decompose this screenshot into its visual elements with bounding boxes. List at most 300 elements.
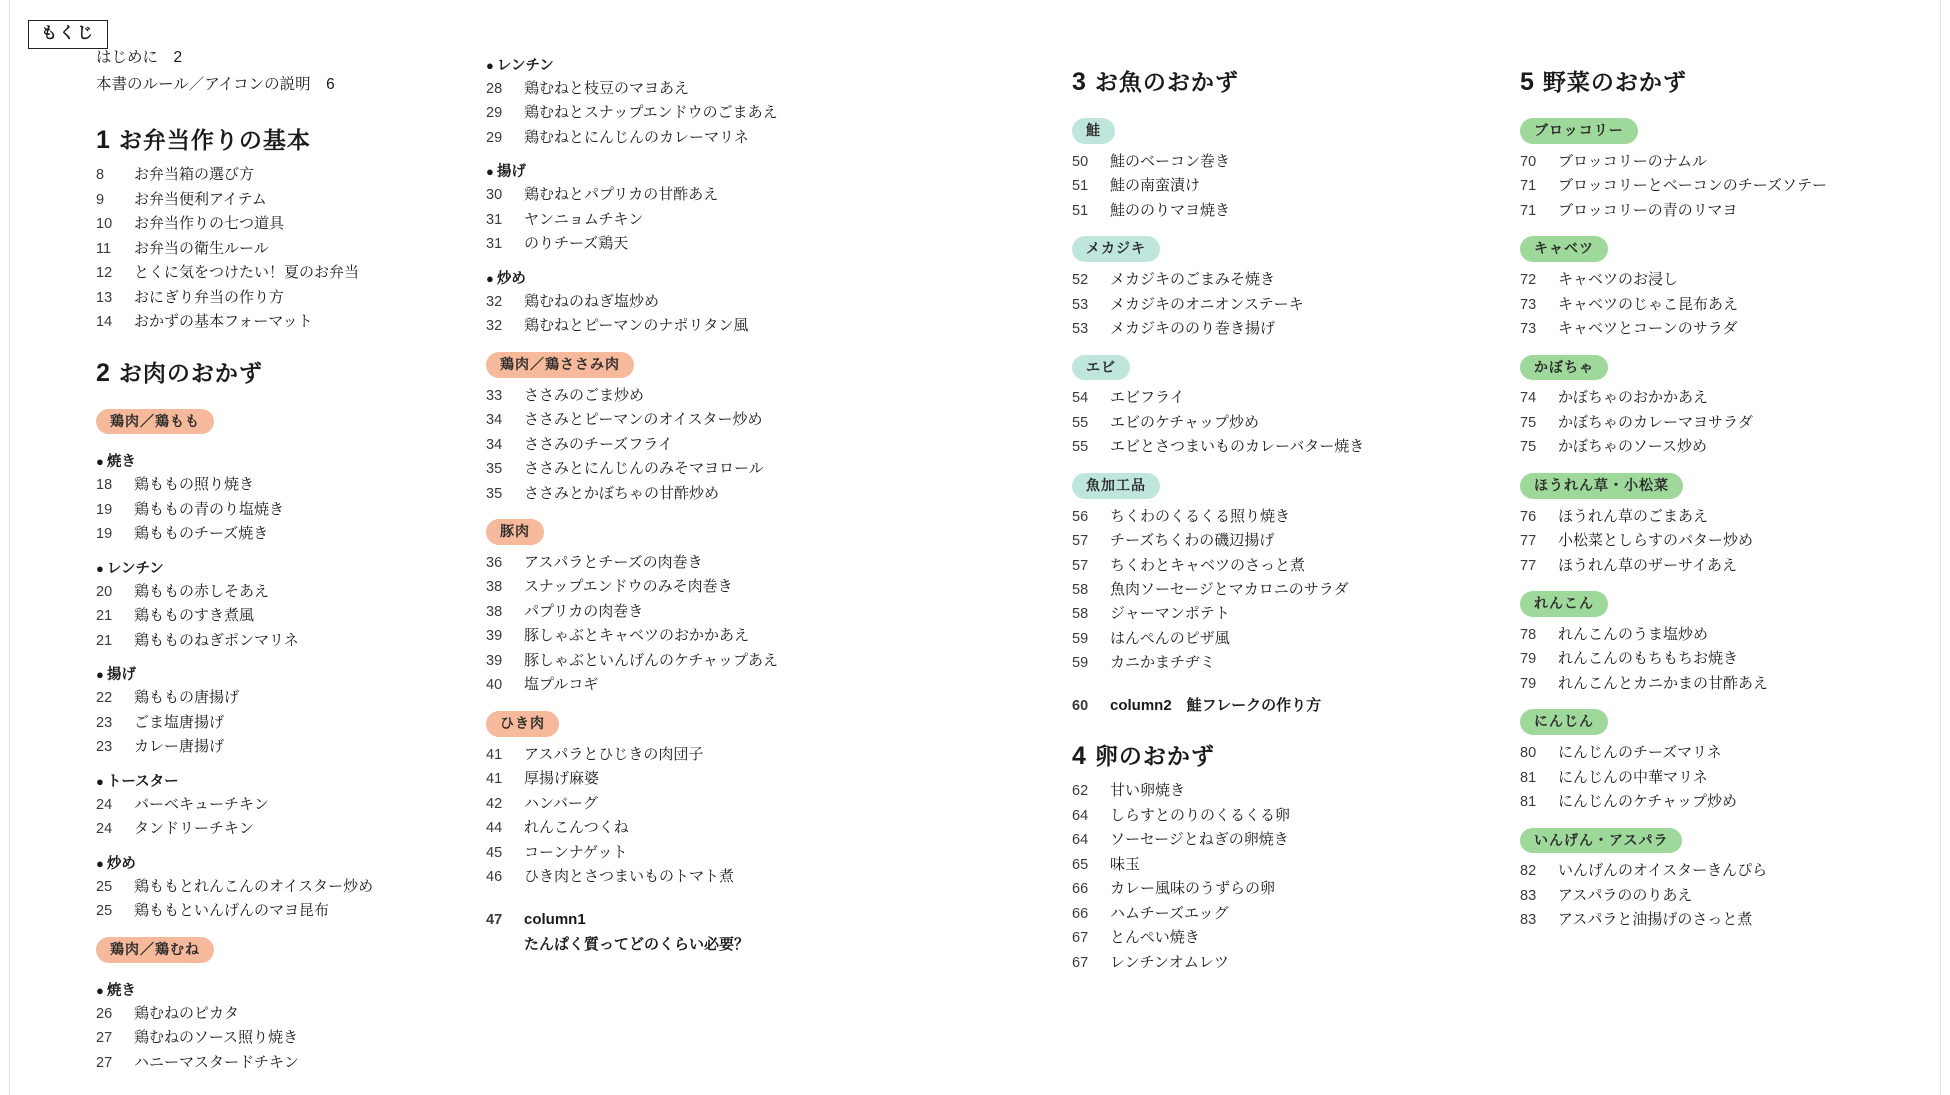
toc-entry-page: 76	[1520, 508, 1537, 525]
toc-entry-title: 豚しゃぶとキャベツのおかかあえ	[524, 627, 750, 645]
bullet-icon: ●	[486, 270, 494, 286]
toc-entry-title: コーンナゲット	[524, 843, 628, 861]
chapter-number: 4	[1072, 742, 1086, 771]
toc-entry-title: ほうれん草のごまあえ	[1558, 507, 1709, 525]
toc-entry-title: ヤンニョムチキン	[524, 210, 644, 228]
method-subheading	[486, 267, 876, 288]
chapter-heading	[96, 128, 466, 153]
toc-entry[interactable]	[96, 310, 466, 334]
toc-entry[interactable]	[1520, 790, 1940, 814]
toc-entry-title: アスパラののりあえ	[1558, 886, 1693, 904]
toc-entry-page: 38	[486, 603, 503, 620]
toc-entry-page: 77	[1520, 533, 1537, 550]
toc-entry[interactable]	[1072, 779, 1472, 803]
toc-entry[interactable]	[1072, 554, 1472, 578]
toc-entry-title: にんじんのチーズマリネ	[1558, 744, 1722, 762]
toc-entry-page: 74	[1520, 390, 1537, 407]
toc-entry[interactable]	[1520, 623, 1940, 647]
method-subheading-label: 焼き	[106, 454, 136, 471]
category-tag-row	[1520, 342, 1940, 387]
toc-entry[interactable]	[96, 817, 466, 841]
front-matter-line: はじめに 2	[96, 49, 183, 66]
toc-entry[interactable]	[96, 522, 466, 546]
toc-entry[interactable]	[1520, 672, 1940, 696]
toc-entry[interactable]	[96, 212, 466, 236]
toc-entry-page: 58	[1072, 582, 1089, 598]
category-tag: ブロッコリー	[1520, 118, 1638, 144]
toc-entry-page: 36	[486, 554, 503, 571]
method-subheading-label: 揚げ	[106, 667, 136, 684]
toc-entry-page: 25	[96, 903, 113, 920]
category-tag-row	[1520, 696, 1940, 741]
toc-entry-title: とんぺい焼き	[1110, 929, 1200, 947]
toc-entry-title: かぼちゃのおかかあえ	[1558, 389, 1709, 407]
bullet-icon: ●	[486, 164, 494, 180]
toc-entry-page: 58	[1072, 606, 1089, 623]
toc-entry[interactable]	[1072, 627, 1472, 651]
toc-entry-title: パプリカの肉巻き	[524, 602, 644, 620]
toc-entry-title: ジャーマンポテト	[1110, 605, 1230, 623]
toc-entry[interactable]	[96, 188, 466, 212]
toc-entry-title: ごま塩唐揚げ	[134, 713, 225, 731]
toc-entry[interactable]	[1520, 435, 1940, 459]
toc-entry[interactable]	[486, 482, 876, 506]
toc-entry[interactable]	[96, 604, 466, 628]
toc-entry-list	[1520, 150, 1940, 223]
toc-entry-page: 50	[1072, 153, 1089, 170]
category-tag: エビ	[1072, 355, 1130, 381]
toc-entry-page: 55	[1072, 439, 1089, 456]
toc-entry-title: 鮭の南蛮漬け	[1110, 177, 1201, 195]
toc-entry[interactable]	[1072, 529, 1472, 553]
toc-entry-page: 39	[486, 628, 503, 645]
toc-entry[interactable]	[1072, 828, 1472, 852]
category-tag: ほうれん草・小松菜	[1520, 473, 1683, 499]
toc-entry-title: カレー唐揚げ	[134, 738, 225, 756]
toc-entry[interactable]	[1520, 554, 1940, 578]
toc-entry-page: 31	[486, 236, 503, 253]
bullet-icon: ●	[96, 560, 104, 576]
toc-entry-list	[486, 551, 876, 698]
toc-entry[interactable]	[1072, 902, 1472, 926]
toc-entry-title: エビとさつまいものカレーバター焼き	[1110, 438, 1365, 456]
toc-entry-title: タンドリーチキン	[134, 820, 254, 838]
toc-entry-page: 59	[1072, 655, 1089, 672]
toc-entry-title: にんじんの中華マリネ	[1558, 768, 1708, 786]
toc-entry[interactable]	[96, 899, 466, 923]
toc-entry-page: 51	[1072, 178, 1089, 195]
toc-entry-title: アスパラと油揚げのさっと煮	[1558, 911, 1753, 929]
toc-entry[interactable]	[1072, 150, 1472, 174]
chapter-number: 1	[96, 126, 110, 155]
toc-entry-page: 21	[96, 632, 113, 649]
toc-entry[interactable]	[96, 735, 466, 759]
toc-entry[interactable]	[1072, 435, 1472, 459]
toc-entry-page: 19	[96, 501, 113, 518]
toc-entry[interactable]	[96, 580, 466, 604]
toc-entry-title: かぼちゃのカレーマヨサラダ	[1558, 413, 1753, 431]
bullet-icon: ●	[96, 855, 104, 871]
toc-entry-list	[486, 77, 876, 150]
category-tag: メカジキ	[1072, 236, 1160, 262]
toc-entry-page: 73	[1520, 321, 1537, 338]
toc-entry-title: メカジキののり巻き揚げ	[1110, 320, 1276, 338]
toc-entry-title: 鶏むねとピーマンのナポリタン風	[524, 317, 749, 335]
category-tag: 豚肉	[486, 519, 544, 545]
toc-entry-page: 79	[1520, 675, 1537, 692]
toc-entry[interactable]	[96, 261, 466, 285]
toc-entry-page: 21	[96, 608, 113, 625]
toc-entry[interactable]	[1072, 804, 1472, 828]
method-subheading	[96, 450, 466, 471]
toc-entry-page: 62	[1072, 783, 1089, 800]
column-note[interactable]	[486, 908, 876, 958]
toc-entry-page: 67	[1072, 954, 1089, 971]
toc-entry-page: 35	[486, 485, 503, 502]
toc-entry[interactable]	[486, 649, 876, 673]
toc-entry[interactable]	[1072, 602, 1472, 626]
category-tag: キャベツ	[1520, 236, 1608, 262]
toc-entry-list	[96, 580, 466, 653]
toc-entry[interactable]	[1520, 908, 1940, 932]
toc-entry[interactable]	[96, 1002, 466, 1026]
toc-entry[interactable]	[96, 237, 466, 261]
toc-entry-title: れんこんのうま塩炒め	[1558, 625, 1709, 643]
toc-entry-page: 33	[486, 387, 503, 404]
toc-entry[interactable]	[96, 163, 466, 187]
category-tag-row	[486, 506, 876, 551]
toc-entry-page: 9	[96, 191, 105, 208]
toc-entry-title: 鶏むねとスナップエンドウのごまあえ	[524, 104, 778, 122]
toc-entry-title: 鶏ももとれんこんのオイスター炒め	[134, 877, 374, 895]
column-note-page: 60	[1072, 697, 1089, 714]
toc-entry[interactable]	[1520, 859, 1940, 883]
toc-entry-page: 73	[1520, 296, 1537, 313]
toc-entry-page: 29	[486, 105, 503, 122]
toc-column-2	[486, 44, 876, 957]
toc-entry[interactable]	[96, 286, 466, 310]
toc-entry[interactable]	[486, 624, 876, 648]
column-note-row	[486, 908, 876, 932]
toc-entry-list	[1072, 268, 1472, 341]
page-edge-right	[1940, 0, 1941, 1095]
chapter-title: 卵のおかず	[1094, 743, 1215, 770]
toc-entry-page: 13	[96, 289, 113, 306]
toc-entry[interactable]	[1520, 317, 1940, 341]
toc-entry-title: アスパラとひじきの肉団子	[524, 745, 704, 763]
method-subheading	[96, 557, 466, 578]
toc-entry[interactable]	[1072, 174, 1472, 198]
toc-entry-page: 64	[1072, 832, 1089, 849]
toc-entry[interactable]	[1520, 647, 1940, 671]
toc-entry-title: 魚肉ソーセージとマカロニのサラダ	[1110, 581, 1349, 598]
toc-entry-list	[1520, 741, 1940, 814]
toc-entry-page: 32	[486, 293, 503, 310]
toc-entry[interactable]	[1520, 884, 1940, 908]
toc-entry-title: 鶏もものチーズ焼き	[134, 525, 269, 543]
toc-entry-list	[486, 743, 876, 890]
toc-entry-title: とくに気をつけたい！夏のお弁当	[134, 264, 360, 282]
toc-entry-title: お弁当作りの七つ道具	[134, 215, 285, 233]
toc-entry[interactable]	[486, 841, 876, 865]
toc-entry-page: 29	[486, 129, 503, 146]
toc-entry[interactable]	[1072, 926, 1472, 950]
toc-entry[interactable]	[486, 673, 876, 697]
toc-entry[interactable]	[1072, 411, 1472, 435]
toc-entry-page: 57	[1072, 533, 1089, 550]
toc-entry[interactable]	[1072, 951, 1472, 975]
column-note-row	[1072, 694, 1472, 718]
method-subheading	[96, 979, 466, 1000]
front-matter	[96, 44, 466, 98]
category-tag-row	[1520, 105, 1940, 150]
toc-entry-page: 46	[486, 869, 503, 886]
toc-entry-page: 32	[486, 318, 503, 335]
category-tag-row	[1520, 460, 1940, 505]
toc-entry-title: キャベツのじゃこ昆布あえ	[1558, 295, 1739, 313]
chapter-heading	[1072, 744, 1472, 769]
toc-entry-title: 豚しゃぶといんげんのケチャップあえ	[524, 651, 778, 669]
toc-entry-page: 72	[1520, 272, 1537, 289]
category-tag: にんじん	[1520, 709, 1608, 735]
chapter-number: 5	[1520, 68, 1534, 96]
toc-entry[interactable]	[486, 314, 876, 338]
toc-entry-title: ささみとかぼちゃの甘酢炒め	[524, 484, 720, 502]
toc-entry[interactable]	[1072, 578, 1472, 602]
toc-entry[interactable]	[486, 101, 876, 125]
toc-entry-title: 鶏むねとにんじんのカレーマリネ	[524, 128, 749, 146]
toc-entry-title: れんこんつくね	[524, 819, 629, 837]
toc-entry-page: 79	[1520, 651, 1537, 668]
toc-entry-title: 鶏むねのピカタ	[134, 1004, 240, 1022]
toc-entry-page: 41	[486, 746, 503, 763]
toc-entry-title: 小松菜としらすのバター炒め	[1558, 532, 1754, 550]
toc-entry[interactable]	[1072, 293, 1472, 317]
category-tag-row	[1520, 815, 1940, 860]
toc-entry-list	[96, 163, 466, 334]
toc-entry-title: ハニーマスタードチキン	[134, 1053, 299, 1071]
toc-entry[interactable]	[1520, 529, 1940, 553]
toc-entry-title: カレー風味のうずらの卵	[1110, 880, 1276, 898]
toc-entry-page: 23	[96, 739, 113, 756]
toc-entry-page: 53	[1072, 321, 1089, 338]
toc-column-4-body	[1520, 70, 1940, 933]
column-note-page: 47	[486, 911, 503, 928]
column-note-title: column1	[524, 910, 586, 928]
toc-entry[interactable]	[96, 686, 466, 710]
toc-entry-title: レンチンオムレツ	[1110, 953, 1229, 971]
toc-entry[interactable]	[486, 457, 876, 481]
toc-entry-list	[1520, 505, 1940, 578]
method-subheading	[96, 852, 466, 873]
category-tag: かぼちゃ	[1520, 355, 1608, 381]
toc-entry[interactable]	[486, 575, 876, 599]
toc-entry[interactable]	[96, 793, 466, 817]
toc-entry[interactable]	[1520, 411, 1940, 435]
category-tag: れんこん	[1520, 591, 1608, 617]
toc-entry-title: アスパラとチーズの肉巻き	[524, 553, 703, 571]
toc-entry[interactable]	[96, 875, 466, 899]
toc-entry[interactable]	[486, 767, 876, 791]
toc-entry[interactable]	[1072, 199, 1472, 223]
toc-entry-page: 14	[96, 314, 113, 331]
chapter-heading	[1072, 70, 1472, 95]
toc-entry-title: 鶏ももの唐揚げ	[134, 689, 240, 707]
toc-entry[interactable]	[486, 743, 876, 767]
toc-entry-list	[96, 686, 466, 759]
toc-entry-title: れんこんのもちもちお焼き	[1558, 650, 1739, 668]
toc-entry[interactable]	[486, 77, 876, 101]
bullet-icon: ●	[96, 773, 104, 789]
toc-entry-page: 8	[96, 167, 105, 184]
toc-entry-title: 鮭ののりマヨ焼き	[1110, 201, 1231, 219]
toc-entry-page: 67	[1072, 930, 1089, 947]
chapter-title: 野菜のおかず	[1542, 69, 1687, 95]
toc-entry-page: 27	[96, 1054, 113, 1071]
toc-entry-title: 味玉	[1110, 855, 1141, 873]
toc-entry-title: ささみのチーズフライ	[524, 435, 673, 453]
toc-entry[interactable]	[96, 1026, 466, 1050]
toc-entry-page: 71	[1520, 178, 1537, 195]
toc-entry-title: ちくわとキャベツのさっと煮	[1110, 556, 1306, 574]
toc-entry-title: お弁当便利アイテム	[134, 190, 267, 208]
toc-entry-title: ほうれん草のザーサイあえ	[1558, 556, 1737, 574]
category-tag: 鶏肉／鶏ささみ肉	[486, 352, 634, 378]
toc-entry-title: キャベツのお浸し	[1558, 271, 1679, 289]
toc-entry[interactable]	[96, 473, 466, 497]
toc-entry-page: 55	[1072, 414, 1089, 431]
toc-entry-page: 53	[1072, 296, 1089, 313]
method-subheading-label: 炒め	[496, 270, 526, 287]
toc-entry-page: 44	[486, 820, 503, 837]
toc-entry-title: 甘い卵焼き	[1110, 782, 1186, 800]
toc-entry-list	[1072, 386, 1472, 459]
toc-entry-page: 81	[1520, 794, 1537, 811]
toc-entry[interactable]	[486, 792, 876, 816]
chapter-heading	[1520, 70, 1940, 95]
toc-entry[interactable]	[1520, 268, 1940, 292]
toc-column-2-body	[486, 54, 876, 957]
toc-entry[interactable]	[1072, 386, 1472, 410]
toc-entry[interactable]	[486, 384, 876, 408]
toc-entry[interactable]	[1520, 766, 1940, 790]
toc-entry-title: おかずの基本フォーマット	[134, 313, 313, 331]
toc-entry-page: 83	[1520, 912, 1537, 929]
toc-entry[interactable]	[1520, 741, 1940, 765]
method-subheading-label: 揚げ	[496, 164, 526, 181]
toc-entry-title: れんこんとカニかまの甘酢あえ	[1558, 674, 1769, 692]
toc-entry[interactable]	[486, 865, 876, 889]
method-subheading	[486, 54, 876, 75]
toc-entry[interactable]	[1072, 877, 1472, 901]
toc-entry-page: 41	[486, 771, 503, 788]
column-note-subtitle: たんぱく質ってどのくらい必要？	[524, 935, 750, 953]
toc-entry[interactable]	[1520, 505, 1940, 529]
toc-entry-page: 26	[96, 1005, 113, 1022]
toc-entry-page: 59	[1072, 630, 1089, 647]
toc-entry[interactable]	[486, 232, 876, 256]
toc-entry[interactable]	[1520, 150, 1940, 174]
toc-entry-page: 27	[96, 1030, 113, 1047]
toc-entry[interactable]	[1520, 293, 1940, 317]
toc-entry-page: 10	[96, 216, 113, 233]
toc-entry-page: 77	[1520, 557, 1537, 574]
toc-entry[interactable]	[486, 290, 876, 314]
bullet-icon: ●	[96, 667, 104, 683]
toc-entry[interactable]	[486, 183, 876, 207]
toc-entry[interactable]	[486, 208, 876, 232]
category-tag: 鮭	[1072, 118, 1115, 144]
toc-entry-title: 塩プルコギ	[524, 676, 599, 694]
toc-entry[interactable]	[1520, 174, 1940, 198]
toc-entry-page: 56	[1072, 508, 1089, 525]
toc-entry[interactable]	[96, 498, 466, 522]
toc-entry-title: にんじんのケチャップ炒め	[1558, 793, 1737, 811]
toc-entry-title: メカジキのごまみそ焼き	[1110, 271, 1276, 289]
toc-entry[interactable]	[1520, 199, 1940, 223]
method-subheading-label: レンチン	[496, 58, 554, 74]
toc-entry[interactable]	[1072, 505, 1472, 529]
toc-entry-title: メカジキのオニオンステーキ	[1110, 295, 1304, 313]
category-tag-row	[1520, 223, 1940, 268]
toc-entry[interactable]	[486, 816, 876, 840]
toc-entry[interactable]	[1072, 651, 1472, 675]
category-tag: ひき肉	[486, 711, 559, 737]
toc-entry-page: 28	[486, 81, 503, 97]
toc-entry-page: 75	[1520, 414, 1537, 431]
toc-entry[interactable]	[1072, 268, 1472, 292]
toc-entry[interactable]	[96, 629, 466, 653]
toc-entry-title: ささみとにんじんのみそマヨロール	[524, 460, 764, 478]
category-tag-row	[486, 339, 876, 384]
toc-entry-page: 71	[1520, 202, 1537, 219]
toc-entry-page: 45	[486, 844, 503, 861]
toc-entry[interactable]	[96, 711, 466, 735]
method-subheading-label: レンチン	[106, 560, 164, 577]
toc-entry[interactable]	[1520, 386, 1940, 410]
toc-entry-title: 鶏むねのソース照り焼き	[134, 1029, 298, 1047]
toc-entry[interactable]	[486, 126, 876, 150]
toc-entry[interactable]	[96, 1051, 466, 1075]
toc-entry[interactable]	[486, 433, 876, 457]
toc-entry-title: お弁当の衛生ルール	[134, 239, 269, 257]
chapter-number: 3	[1072, 68, 1086, 96]
toc-entry-title: 鶏ももの赤しそあえ	[134, 582, 270, 600]
category-tag: 魚加工品	[1072, 473, 1160, 499]
category-tag-row	[96, 396, 466, 441]
toc-entry[interactable]	[1072, 317, 1472, 341]
toc-entry-title: 鶏もものねぎポンマリネ	[134, 631, 299, 649]
toc-entry-page: 40	[486, 677, 503, 694]
toc-entry-page: 25	[96, 878, 113, 895]
toc-entry-page: 23	[96, 714, 113, 731]
category-tag-row	[1520, 578, 1940, 623]
toc-entry-title: スナップエンドウのみそ肉巻き	[524, 578, 733, 596]
toc-entry[interactable]	[486, 600, 876, 624]
toc-entry[interactable]	[1072, 853, 1472, 877]
toc-entry-title: ハムチーズエッグ	[1110, 904, 1229, 922]
column-note[interactable]	[1072, 694, 1472, 718]
category-tag-row	[486, 698, 876, 743]
toc-entry-title: ブロッコリーの青のリマヨ	[1558, 201, 1738, 219]
toc-entry-page: 19	[96, 526, 113, 543]
toc-entry-title: バーベキューチキン	[134, 795, 269, 813]
toc-entry-title: 鶏ももの照り焼き	[134, 476, 255, 494]
toc-entry[interactable]	[486, 551, 876, 575]
toc-entry[interactable]	[486, 408, 876, 432]
toc-entry-list	[96, 473, 466, 546]
category-tag: 鶏肉／鶏もも	[96, 409, 214, 435]
